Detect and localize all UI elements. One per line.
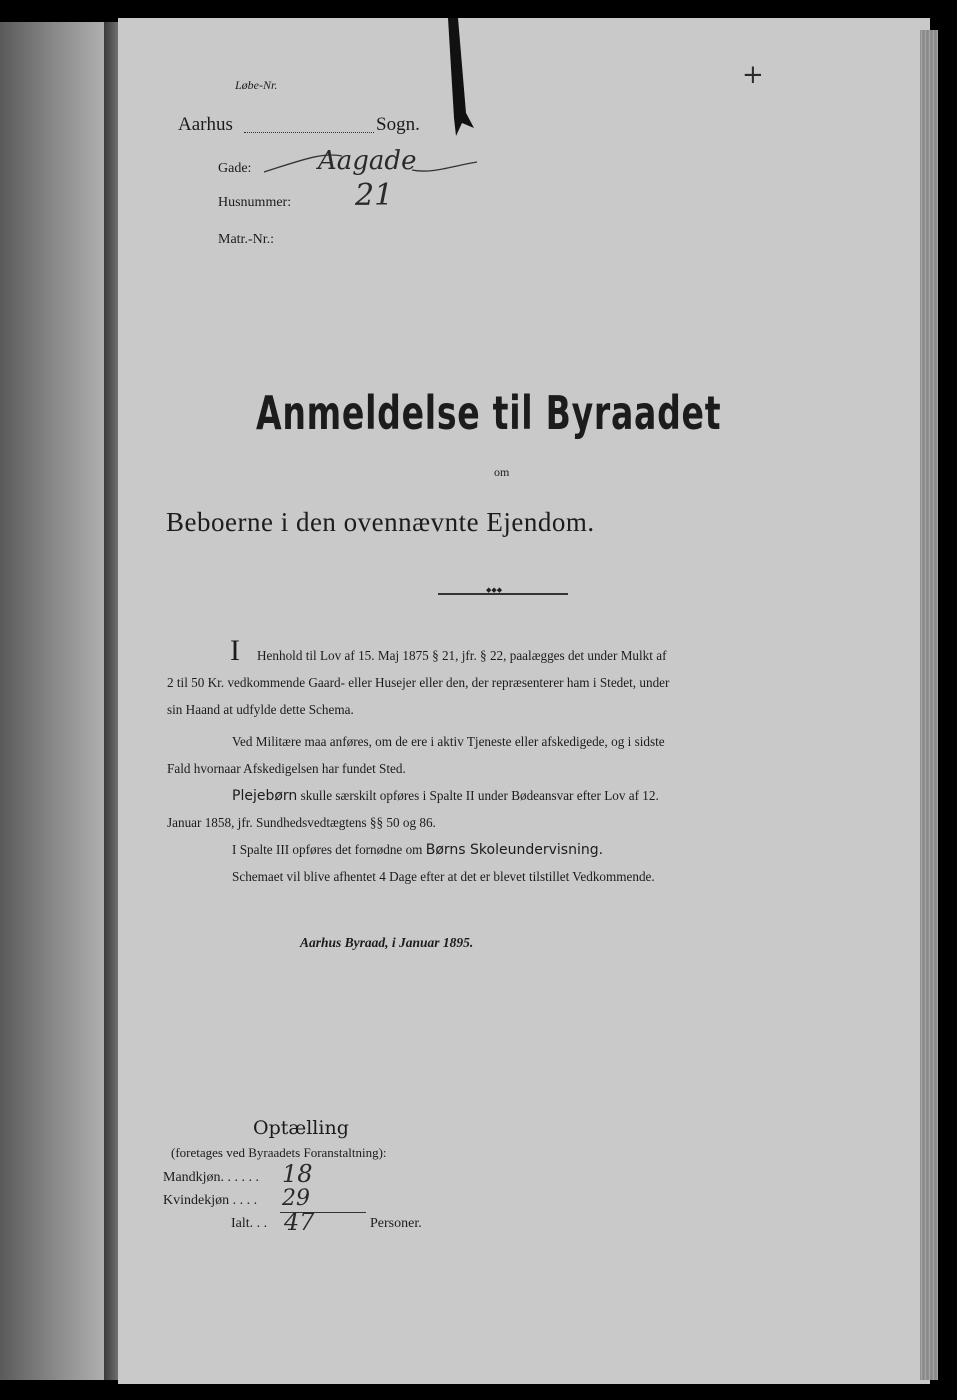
city-label: Aarhus (178, 114, 233, 135)
loebe-nr-label: Løbe-Nr. (235, 78, 278, 92)
female-value: 29 (282, 1186, 310, 1211)
sogn-label: Sogn. (376, 114, 420, 135)
gade-label: Gade: (218, 161, 252, 176)
p5-line1: Schemaet vil blive afhentet 4 Dage efter at det er blevet tilstillet Vedkommende. (232, 869, 655, 884)
male-value: 18 (282, 1160, 313, 1188)
p2-line1: Ved Militære maa anføres, om de ere i aktiv Tjeneste eller afskedigede, og i sidste (232, 734, 665, 749)
bookmark-ribbon (440, 18, 480, 138)
p3-line2: Januar 1858, jfr. Sundhedsvedtægtens §§ 50 og 86. (167, 815, 436, 830)
page-stack-edge (920, 30, 938, 1380)
p2-line2: Fald hvornaar Afskedigelsen har fundet Sted. (167, 761, 406, 776)
p1-line2: 2 til 50 Kr. vedkommende Gaard- eller Husejer eller den, der repræsenterer ham i Stedet, under (167, 675, 670, 690)
p4-line1 (232, 837, 603, 864)
gade-underline (262, 150, 482, 180)
signature-line: Aarhus Byraad, i Januar 1895. (300, 935, 474, 950)
count-heading: Optælling (253, 1117, 349, 1139)
total-value: 47 (284, 1208, 315, 1236)
subtitle: Beboerne i den ovennævnte Ejendom. (166, 507, 595, 537)
count-subheading: (foretages ved Byraadets Foranstaltning): (171, 1145, 387, 1160)
p3-line1 (232, 783, 659, 810)
persons-label: Personer. (370, 1216, 422, 1231)
title-connector: om (494, 465, 510, 479)
female-label: Kvindekjøn . . . . (163, 1193, 258, 1208)
drop-initial: I (230, 634, 240, 667)
p4-line1-text: I Spalte III opføres det fornødne om (232, 842, 423, 857)
husnummer-label: Husnummer: (218, 195, 292, 210)
total-label: Ialt. . . (231, 1216, 268, 1231)
loebe-nr-value: + (742, 60, 764, 90)
p1-line1: Henhold til Lov af 15. Maj 1875 § 21, jfr. § 22, paalægges det under Mulkt af (257, 648, 667, 663)
ornament-divider (438, 593, 568, 595)
p3-line1-rest: skulle særskilt opføres i Spalte II under Bødeansvar efter Lov af 12. (300, 788, 659, 803)
matr-label: Matr.-Nr.: (218, 232, 274, 247)
male-label: Mandkjøn. . . . . . (163, 1170, 260, 1185)
plejeborn-term: Plejebørn (232, 788, 298, 804)
main-title: Anmeldelse til Byraadet (256, 386, 722, 440)
left-page-edge (0, 22, 112, 1380)
p1-line3: sin Haand at udfylde dette Schema. (167, 702, 354, 717)
gade-value: Aagade (318, 146, 417, 176)
skoleundervisning-term: Børns Skoleundervisning. (425, 842, 604, 858)
husnummer-value: 21 (355, 178, 394, 213)
sogn-line (244, 132, 374, 133)
